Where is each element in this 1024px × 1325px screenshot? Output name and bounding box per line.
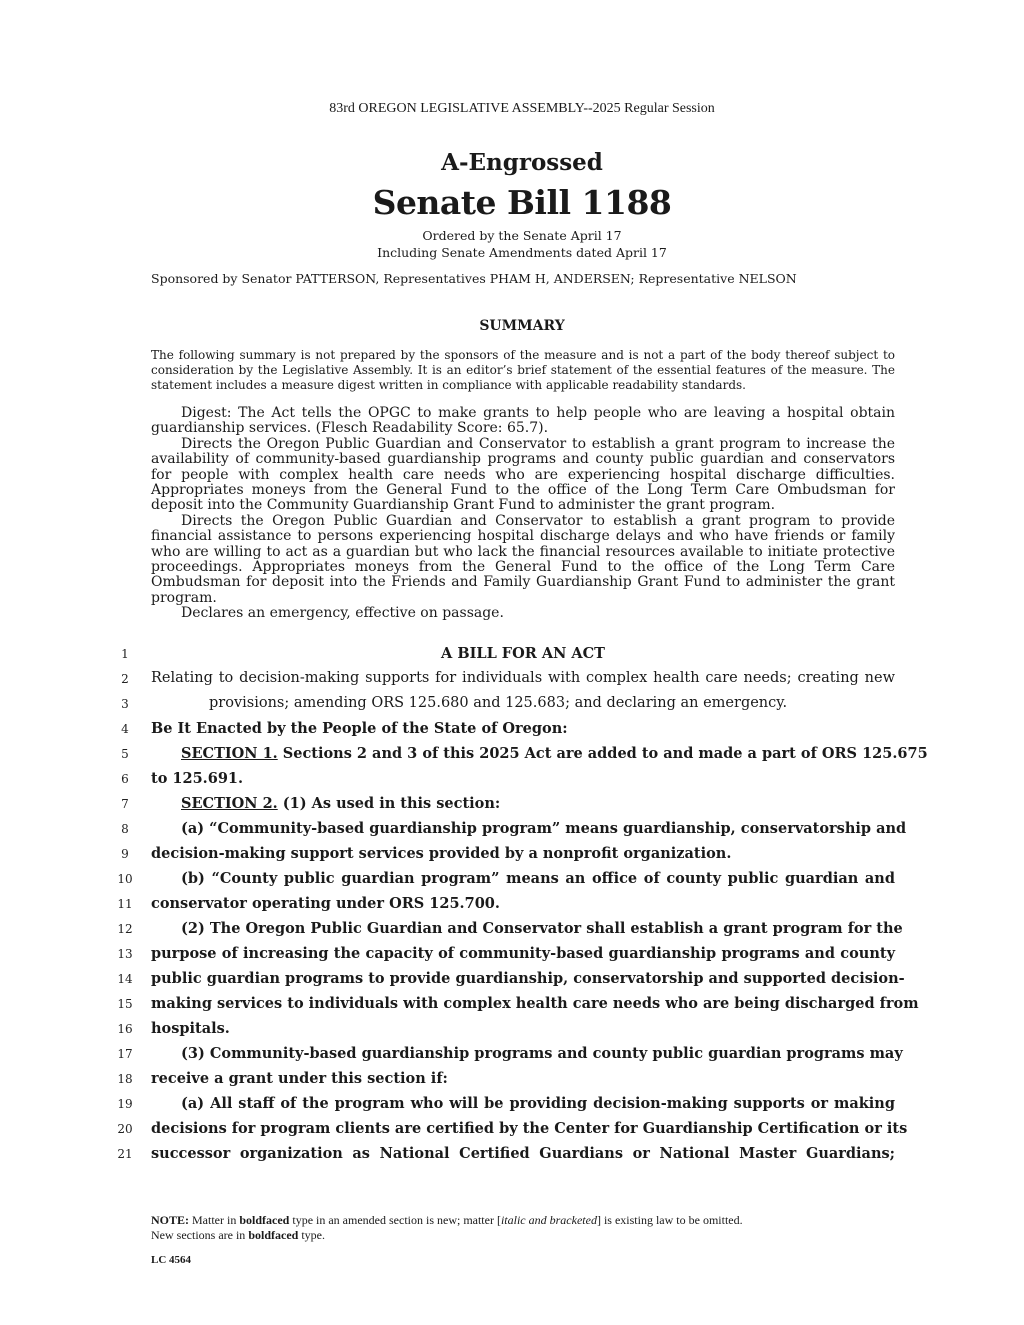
line-number: 19 <box>117 1097 133 1111</box>
section-1-text: Sections 2 and 3 of this 2025 Act are added to and made a part of ORS 125.675 <box>277 745 928 762</box>
line-number: 18 <box>117 1072 133 1086</box>
bill-title: Senate Bill 1188 <box>372 183 672 222</box>
line-number: 2 <box>121 672 129 686</box>
bill-line: (3) Community-based guardianship programs and county public guardian programs may <box>181 1045 903 1062</box>
bill-line: to 125.691. <box>151 770 244 787</box>
bill-line: (a) All staff of the program who will be providing decision-making supports or making <box>181 1095 895 1112</box>
summary-paragraph: Directs the Oregon Public Guardian and Conservator to establish a grant program to provide financial assistance to persons experiencing hospital discharge delays and who have friends or family who are willing to act as a guardian but who lack the financial resources available to initiate protective proceedings. Appropriates moneys from the General Fund to the office of the Long Term Care Ombudsman for deposit into the Friends and Family Guardianship Grant Fund to administer the grant program. <box>151 512 895 606</box>
section-2-line <box>181 795 895 812</box>
ordered-info <box>0 227 1024 261</box>
line-number: 21 <box>117 1147 133 1161</box>
engrossed-label: A-Engrossed <box>441 149 603 176</box>
note-text: Matter in <box>189 1213 240 1227</box>
bill-line: receive a grant under this section if: <box>151 1070 448 1087</box>
line-number: 16 <box>117 1022 133 1036</box>
bill-line: hospitals. <box>151 1020 230 1037</box>
summary-paragraph: Declares an emergency, effective on passage. <box>181 605 504 622</box>
bill-line: conservator operating under ORS 125.700. <box>151 895 500 912</box>
line-number: 4 <box>121 722 129 736</box>
bill-line: public guardian programs to provide guardianship, conservatorship and supported decision- <box>151 970 905 987</box>
line-number: 1 <box>121 647 129 661</box>
bill-line: successor organization as National Certified Guardians or National Master Guardians; <box>151 1145 895 1162</box>
ordered-line: Ordered by the Senate April 17 <box>422 228 622 243</box>
line-number: 9 <box>121 847 129 861</box>
bill-line: (a) “Community-based guardianship program” means guardianship, conservatorship and <box>181 820 907 837</box>
line-number: 12 <box>117 922 133 936</box>
note-text: New sections are in <box>151 1228 249 1242</box>
line-number: 17 <box>117 1047 133 1061</box>
line-number: 13 <box>117 947 133 961</box>
bill-line: purpose of increasing the capacity of community-based guardianship programs and county <box>151 945 895 962</box>
bill-line: Relating to decision-making supports for individuals with complex health care needs; creating new <box>151 670 895 686</box>
line-number: 10 <box>117 872 133 886</box>
footnote-line-1 <box>151 1213 895 1228</box>
bill-line: decision-making support services provided by a nonprofit organization. <box>151 845 732 862</box>
summary-heading: SUMMARY <box>479 318 565 334</box>
note-bold: boldfaced <box>239 1213 290 1227</box>
session-header: 83rd OREGON LEGISLATIVE ASSEMBLY--2025 Regular Session <box>329 101 715 116</box>
sponsors-line: Sponsored by Senator PATTERSON, Representatives PHAM H, ANDERSEN; Representative NELSON <box>151 271 797 286</box>
summary-paragraph: Digest: The Act tells the OPGC to make grants to help people who are leaving a hospital obtain guardianship services. (Flesch Readability Score: 65.7). <box>151 405 895 437</box>
note-bold: boldfaced <box>248 1228 299 1242</box>
bill-line: making services to individuals with complex health care needs who are being discharged from <box>151 995 919 1012</box>
line-number: 7 <box>121 797 129 811</box>
note-label: NOTE: <box>151 1213 190 1227</box>
note-text: type in an amended section is new; matter [ <box>289 1213 501 1227</box>
summary-intro: The following summary is not prepared by the sponsors of the measure and is not a part of the body thereof subject to consideration by the Legislative Assembly. It is an editor’s brief statement of the essential features of the measure. The statement includes a measure digest written in compliance with applicable readability standards. <box>151 348 895 392</box>
line-number: 14 <box>117 972 133 986</box>
note-italic: italic and bracketed <box>500 1213 597 1227</box>
line-number: 15 <box>117 997 133 1011</box>
line-number: 20 <box>117 1122 133 1136</box>
line-number: 8 <box>121 822 129 836</box>
section-2-label: SECTION 2. <box>181 795 278 812</box>
section-1-label: SECTION 1. <box>181 745 278 762</box>
summary-paragraph: Directs the Oregon Public Guardian and Conservator to establish a grant program to increase the availability of community-based guardianship programs and county public guardian and conservators for people with complex health care needs who are experiencing hospital discharge difficulties. Appropriates moneys from the General Fund to the office of the Long Term Care Ombudsman for deposit into the Community Guardianship Grant Fund to administer the grant program. <box>151 435 895 514</box>
bill-line: decisions for program clients are certified by the Center for Guardianship Certification or its <box>151 1120 908 1137</box>
enacting-clause: Be It Enacted by the People of the State of Oregon: <box>151 720 568 737</box>
section-1-line <box>181 745 928 762</box>
note-text: type. <box>298 1228 325 1242</box>
footnote-line-2 <box>151 1228 895 1243</box>
bill-line: (2) The Oregon Public Guardian and Conservator shall establish a grant program for the <box>181 920 903 937</box>
section-2-text: (1) As used in this section: <box>277 795 501 812</box>
footnote <box>151 1213 895 1243</box>
summary-digest <box>151 406 895 622</box>
lc-number: LC 4564 <box>151 1254 192 1266</box>
line-number: 6 <box>121 772 129 786</box>
line-number: 3 <box>121 697 129 711</box>
act-heading: A BILL FOR AN ACT <box>441 645 605 662</box>
bill-line: (b) “County public guardian program” means an office of county public guardian and <box>181 870 895 887</box>
line-number: 11 <box>117 897 133 911</box>
amendments-line: Including Senate Amendments dated April 17 <box>377 245 667 260</box>
note-text: ] is existing law to be omitted. <box>596 1213 743 1227</box>
bill-line: provisions; amending ORS 125.680 and 125.683; and declaring an emergency. <box>209 695 788 711</box>
line-number: 5 <box>121 747 129 761</box>
